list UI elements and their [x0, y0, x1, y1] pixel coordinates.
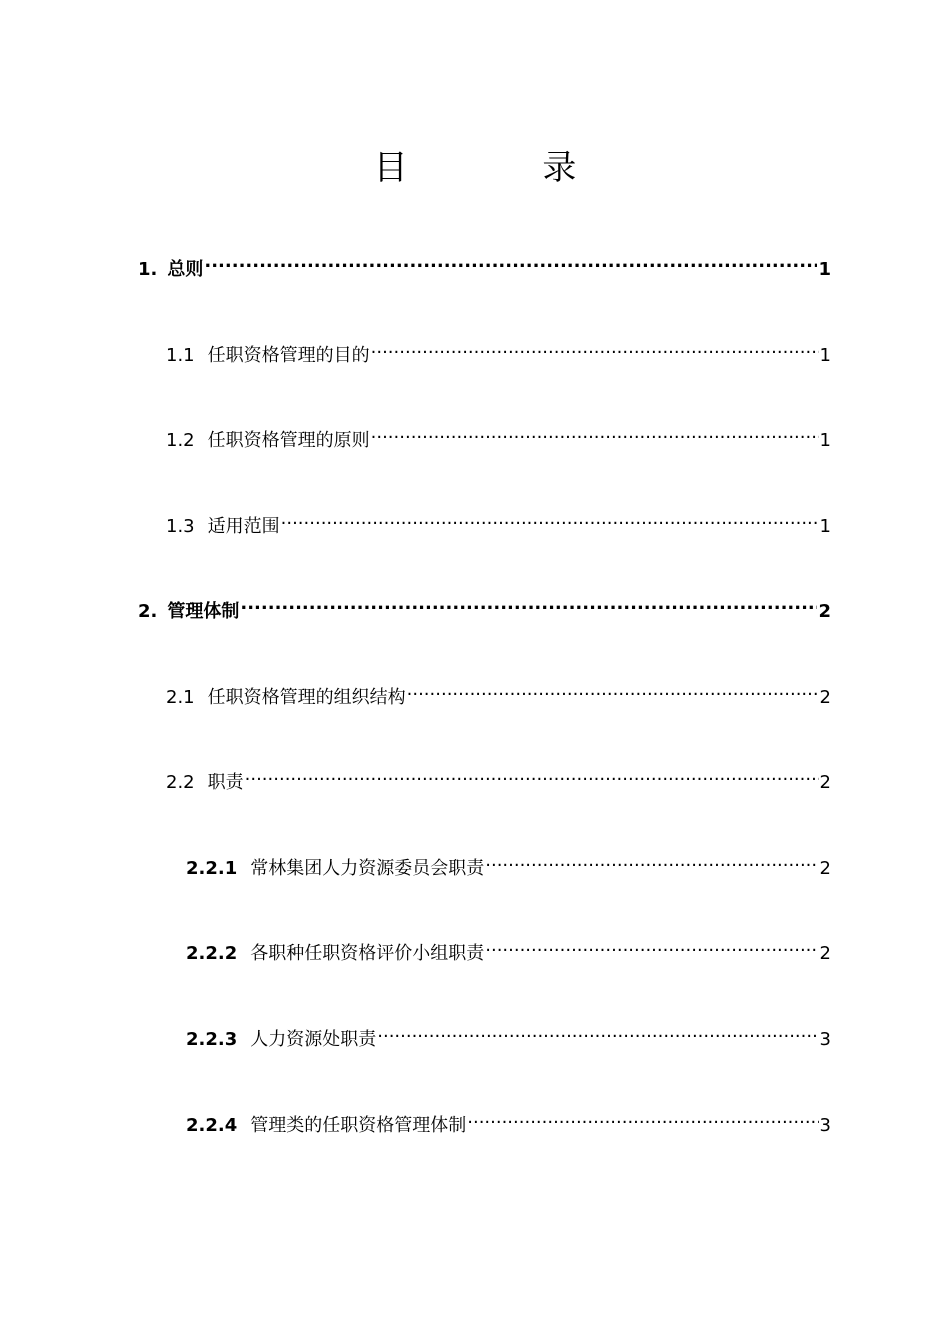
toc-dot-leader	[371, 335, 819, 361]
toc-dot-leader	[407, 677, 819, 703]
toc-entry-text: 人力资源处职责	[250, 1029, 377, 1050]
toc-dot-leader	[377, 1019, 818, 1045]
toc-entry-number: 2.2	[166, 772, 195, 793]
toc-entry-text: 各职种任职资格评价小组职责	[250, 943, 485, 964]
toc-dot-leader	[240, 591, 817, 617]
toc-entry-number: 2.2.3	[186, 1029, 238, 1050]
toc-entry-number: 1.2	[166, 430, 195, 451]
toc-entry-page: 3	[819, 1029, 831, 1050]
toc-dot-leader	[371, 420, 819, 446]
toc-dot-leader	[245, 762, 819, 788]
toc-title: 目 录	[373, 148, 639, 188]
toc-entry-number: 2.	[138, 601, 158, 622]
toc-entry-number: 2.2.4	[186, 1115, 238, 1136]
toc-dot-leader	[281, 506, 819, 532]
toc-entry-text: 总则	[167, 259, 204, 280]
toc-entry-number: 2.2.1	[186, 858, 238, 879]
toc-dot-leader	[485, 848, 818, 874]
toc-entry-page: 1	[819, 430, 831, 451]
toc-entry-number: 2.1	[166, 687, 195, 708]
toc-entry-1-3[interactable]	[166, 506, 831, 540]
toc-entry-2-2[interactable]	[166, 762, 831, 796]
toc-entry-number: 2.2.2	[186, 943, 238, 964]
toc-entry-number: 1.	[138, 259, 158, 280]
toc-entry-page: 2	[818, 601, 831, 622]
toc-entry-page: 2	[819, 943, 831, 964]
toc-dot-leader	[467, 1105, 818, 1131]
toc-dot-leader	[204, 249, 817, 275]
toc-entry-2-2-3[interactable]	[186, 1019, 831, 1053]
toc-entry-text: 适用范围	[207, 516, 280, 537]
toc-entry-page: 1	[819, 345, 831, 366]
toc-entry-text: 任职资格管理的原则	[207, 430, 370, 451]
toc-entry-2-2-1[interactable]	[186, 848, 831, 882]
toc-entry-text: 任职资格管理的组织结构	[207, 687, 406, 708]
toc-entry-1-1[interactable]	[166, 335, 831, 369]
toc-entry-text: 管理体制	[167, 601, 240, 622]
toc-entry-page: 2	[819, 772, 831, 793]
toc-entry-2-2-2[interactable]	[186, 933, 831, 967]
toc-entry-1[interactable]	[138, 249, 831, 283]
toc-entry-page: 3	[819, 1115, 831, 1136]
toc-entry-text: 职责	[207, 772, 244, 793]
toc-entry-2-1[interactable]	[166, 677, 831, 711]
toc-entry-2-2-4[interactable]	[186, 1105, 831, 1139]
toc-entry-text: 常林集团人力资源委员会职责	[250, 858, 485, 879]
toc-entry-page: 2	[819, 858, 831, 879]
toc-dot-leader	[485, 933, 818, 959]
toc-entry-text: 任职资格管理的目的	[207, 345, 370, 366]
toc-entry-page: 1	[819, 516, 831, 537]
toc-entry-text: 管理类的任职资格管理体制	[250, 1115, 467, 1136]
toc-entry-page: 1	[818, 259, 831, 280]
toc-entry-2[interactable]	[138, 591, 831, 625]
toc-entry-1-2[interactable]	[166, 420, 831, 454]
toc-entry-number: 1.1	[166, 345, 195, 366]
toc-entry-number: 1.3	[166, 516, 195, 537]
toc-entry-page: 2	[819, 687, 831, 708]
